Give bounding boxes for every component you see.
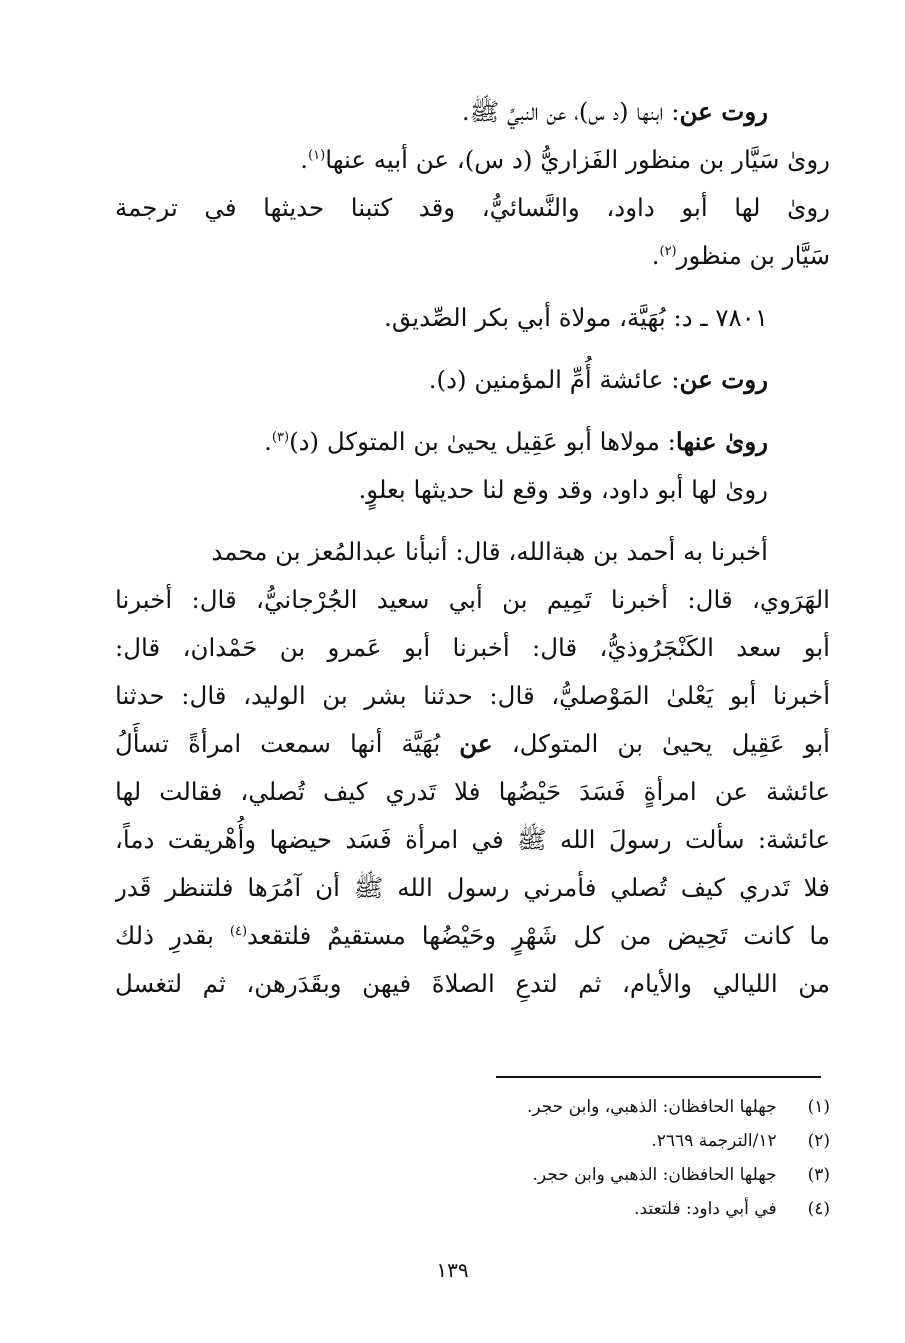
text-segment: أبو سعد الكَنْجَرُوذيُّ، قال: أخبرنا أبو عَمرو بن حَمْدان، قال: — [115, 633, 830, 662]
text-segment: ما كانت تَحِيض من كل شَهْرٍ وحَيْضُها مستقيمٌ فلتقعد — [247, 921, 830, 950]
period: . — [300, 145, 309, 174]
footnote-item — [200, 1124, 830, 1158]
text-segment: عائشة عن امرأةٍ فَسَدَ حَيْضُها فلا تَدري كيف تُصلي، فقالت لها — [115, 777, 830, 806]
text-line — [115, 418, 830, 466]
footnote-marker: (٤) — [229, 923, 248, 939]
text-line — [115, 232, 830, 280]
text-segment: روىٰ لها أبو داود، وقد وقع لنا حديثها بعلوٍ. — [358, 475, 768, 504]
bold-label: روت عن — [679, 97, 768, 126]
footnote-marker: (١) — [308, 147, 326, 163]
bold-label: روىٰ عنها — [675, 427, 768, 456]
text-segment: روىٰ سَيَّار بن منظور الفَزاريُّ (د س)، عن أبيه عنها — [325, 145, 830, 174]
footnote-item — [200, 1192, 830, 1226]
bold-label: عن — [459, 729, 493, 758]
text-segment: بُهَيَّة أنها سمعت امرأةً تسأَلُ — [115, 729, 460, 758]
footnote-number: (٤) — [807, 1199, 830, 1219]
text-line — [115, 624, 830, 672]
text-segment: فلا تَدري كيف تُصلي فأمرني رسول الله ﷺ أن آمُرَها فلتنظر قَدر — [115, 873, 830, 902]
text-line — [115, 960, 830, 1008]
text-segment: عائشة: سألت رسولَ الله ﷺ في امرأة فَسَد حيضها وأُهْريقت دماً، — [115, 825, 830, 854]
text-line — [115, 672, 830, 720]
text-segment: روىٰ لها أبو داود، والنَّسائيُّ، وقد كتبنا حديثها في ترجمة — [115, 193, 830, 222]
period: . — [651, 241, 660, 270]
footnote-item — [200, 1158, 830, 1192]
text-line — [115, 864, 830, 912]
text-line — [115, 356, 830, 404]
text-line — [115, 184, 830, 232]
text-segment: : ابنها (د س)، عن النبيِّ ﷺ. — [461, 97, 680, 126]
text-line — [115, 816, 830, 864]
text-line — [115, 88, 830, 136]
text-line — [115, 466, 830, 514]
text-line — [115, 528, 830, 576]
text-line — [115, 576, 830, 624]
text-segment: أخبرنا أبو يَعْلىٰ المَوْصليُّ، قال: حدثنا بشر بن الوليد، قال: حدثنا — [115, 681, 830, 710]
text-segment: بقدرِ ذلك — [115, 921, 230, 950]
footnote-marker: (٣) — [271, 429, 290, 445]
footnote-item — [200, 1090, 830, 1124]
text-line — [115, 912, 830, 960]
text-segment: : مولاها أبو عَقِيل يحيىٰ بن المتوكل (د) — [289, 427, 676, 456]
main-text — [115, 88, 830, 1008]
text-line — [115, 720, 830, 768]
footnote-text: ١٢/الترجمة ٢٦٦٩. — [651, 1131, 777, 1151]
footnote-number: (١) — [807, 1097, 830, 1117]
text-segment: : عائشة أُمِّ المؤمنين (د). — [428, 365, 680, 394]
footnote-number: (٢) — [807, 1131, 830, 1151]
footnote-text: جهلها الحافظان: الذهبي وابن حجر. — [532, 1165, 777, 1185]
text-segment: سَيَّار بن منظور — [676, 241, 830, 270]
footnote-divider — [496, 1076, 821, 1078]
text-segment: أبو عَقِيل يحيىٰ بن المتوكل، — [492, 729, 830, 758]
text-segment: الهَرَوي، قال: أخبرنا تَمِيم بن أبي سعيد الجُرْجانيُّ، قال: أخبرنا — [115, 585, 830, 614]
text-segment: من الليالي والأيام، ثم لتدعِ الصلاةَ فيهن وبقَدَرهن، ثم لتغسل — [115, 969, 830, 998]
footnote-text: في أبي داود: فلتعتد. — [634, 1199, 777, 1219]
footnote-marker: (٢) — [659, 243, 677, 259]
period: . — [264, 427, 272, 456]
text-line — [115, 136, 830, 184]
footnote-text: جهلها الحافظان: الذهبي، وابن حجر. — [527, 1097, 777, 1117]
footnotes — [200, 1090, 830, 1226]
entry-heading — [115, 294, 830, 342]
text-segment: أخبرنا به أحمد بن هبةالله، قال: أنبأنا عبدالمُعز بن محمد — [211, 537, 768, 566]
page-number: ١٣٩ — [436, 1258, 469, 1282]
text-segment: ٧٨٠١ ـ د: بُهَيَّة، مولاة أبي بكر الصِّديق. — [384, 303, 768, 332]
text-line — [115, 768, 830, 816]
footnote-number: (٣) — [807, 1165, 830, 1185]
bold-label: روت عن — [679, 365, 768, 394]
